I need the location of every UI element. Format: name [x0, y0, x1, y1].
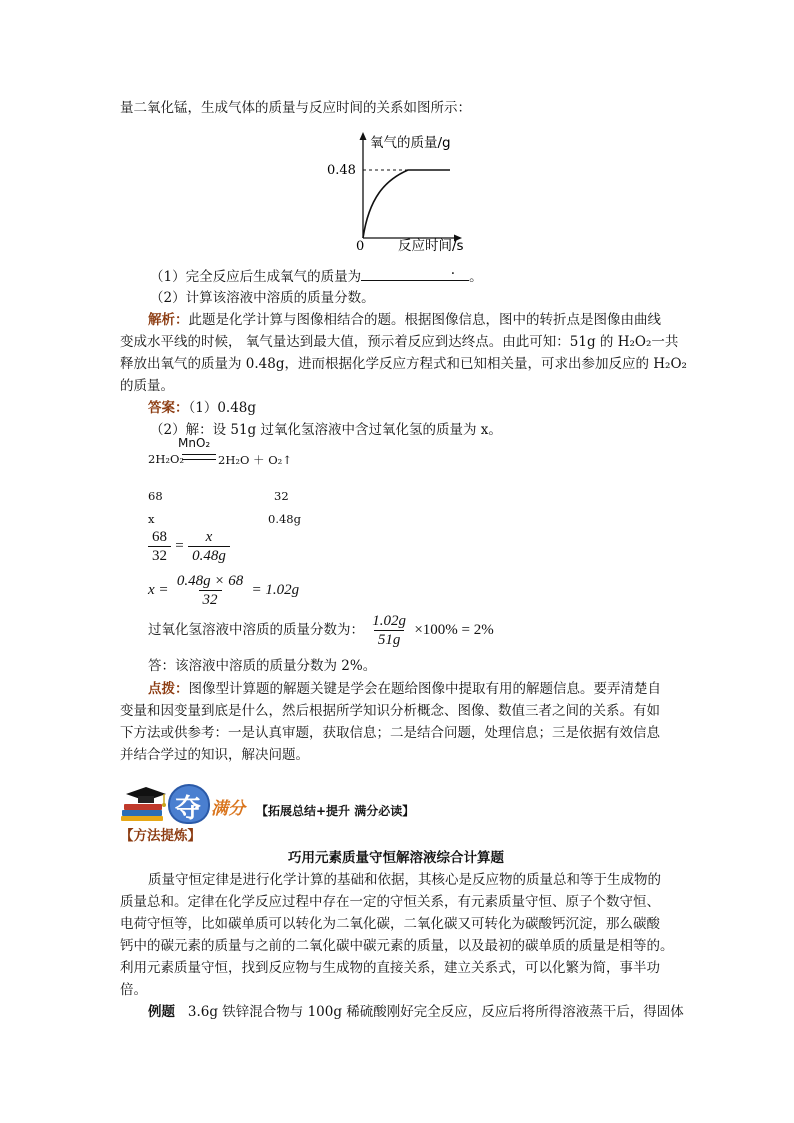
- method-label: 【方法提炼】: [120, 828, 201, 844]
- x-axis-label: 反应时间/s: [398, 238, 464, 254]
- tips-line-3: 下方法或供参考：一是认真审题，获取信息；二是结合问题，处理信息；三是依据有效信息: [120, 725, 660, 741]
- tips-line-2: 变量和因变量到底是什么，然后根据所学知识分析概念、图像、数值三者之间的关系。有如: [120, 703, 660, 719]
- unknown-x: x: [148, 512, 155, 526]
- answer-line: 答案：（1）0.48g: [148, 400, 257, 416]
- method-p2: 质量总和。定律在化学反应过程中存在一定的守恒关系，有元素质量守恒、原子个数守恒、: [120, 894, 660, 910]
- tips-line-1: 点拨：图像型计算题的解题关键是学会在题给图像中提取有用的解题信息。要弄清楚自: [148, 681, 661, 697]
- answer-blank: .: [361, 266, 469, 281]
- analysis-label: 解析: [148, 312, 175, 328]
- ratio-fraction-2: $\frac{x}{0.48g}$: [188, 528, 230, 565]
- method-p1: 质量守恒定律是进行化学计算的基础和依据，其核心是反应物的质量总和等于生成物的: [148, 872, 661, 888]
- example-label: 例题: [148, 1004, 175, 1020]
- mass-048: 0.48g: [268, 512, 301, 526]
- answer-label: 答案: [148, 400, 175, 416]
- analysis-line-3: 释放出氧气的质量为 0.48g，进而根据化学反应方程式和已知相关量，可求出参加反应的 H₂O₂: [120, 356, 687, 372]
- molar-mass-32: 32: [274, 489, 289, 503]
- analysis-line-2: 变成水平线的时候， 氧气量达到最大值，预示着反应到达终点。由此可知：51g 的 H₂O₂一共: [120, 334, 679, 350]
- ratio-equation: $\frac{68}{32}$ = $\frac{x}{0.48g}$: [148, 528, 230, 565]
- mass-fraction: $\frac{1.02g}{51g}$: [372, 613, 407, 648]
- tips-line-4: 并结合学过的知识，解决问题。: [120, 747, 309, 763]
- method-p6: 倍。: [120, 982, 147, 998]
- full-score-text: 满分: [211, 799, 245, 819]
- molar-mass-68: 68: [148, 489, 163, 503]
- x-fraction: $\frac{0.48g \times 68}{32}$: [176, 573, 244, 608]
- analysis-line-4: 的质量。: [120, 378, 174, 394]
- x-solution: x = $\frac{0.48g \times 68}{32}$ = 1.02g: [148, 573, 300, 608]
- solution-setup: （2）解：设 51g 过氧化氢溶液中含过氧化氢的质量为 x。: [150, 422, 502, 438]
- method-title: 巧用元素质量守恒解溶液综合计算题: [288, 850, 504, 866]
- y-axis-label: 氧气的质量/g: [370, 135, 451, 151]
- method-p3: 电荷守恒等，比如碳单质可以转化为二氧化碳，二氧化碳又可转化为碳酸钙沉淀，那么碳酸: [120, 916, 660, 932]
- example-line: 例题 3.6g 铁锌混合物与 100g 稀硫酸刚好完全反应，反应后将所得溶液蒸干后，得固体: [148, 1004, 684, 1020]
- analysis-line-1: 解析：此题是化学计算与图像相结合的题。根据图像信息，图中的转折点是图像由曲线: [148, 312, 661, 328]
- oxygen-mass-curve: [363, 170, 450, 238]
- mass-fraction-line: 过氧化氢溶液中溶质的质量分数为： $\frac{1.02g}{51g}$ ×100% = 2%: [148, 613, 494, 648]
- question-1: （1）完全反应后生成氧气的质量为 . 。: [150, 262, 483, 285]
- section-banner: [118, 782, 458, 826]
- method-p4: 钙中的碳元素的质量与之前的二氧化碳中碳元素的质量，以及最初的碳单质的质量是相等的。: [120, 938, 674, 954]
- ratio-fraction-1: $\frac{68}{32}$: [148, 528, 171, 565]
- tips-label: 点拨: [148, 681, 175, 697]
- question-2: （2）计算该溶液中溶质的质量分数。: [150, 290, 375, 306]
- banner-subtitle: 【拓展总结+提升 满分必读】: [256, 804, 415, 818]
- equation-right: 2H₂O ＋ O₂↑: [218, 453, 292, 467]
- y-tick-label: 0.48: [327, 163, 356, 178]
- method-p5: 利用元素质量守恒，找到反应物与生成物的直接关系，建立关系式，可以化繁为简，事半功: [120, 960, 660, 976]
- origin-label: 0: [356, 239, 365, 254]
- y-axis-arrow-icon: [360, 132, 367, 140]
- intro-text: 量二氧化锰，生成气体的质量与反应时间的关系如图所示：: [120, 100, 471, 116]
- equation-double-line: [182, 454, 216, 460]
- seize-badge: 夺: [168, 784, 210, 824]
- question-1-text: （1）完全反应后生成氧气的质量为: [150, 269, 362, 285]
- final-answer: 答：该溶液中溶质的质量分数为 2%。: [148, 658, 377, 674]
- reaction-chart: [320, 128, 480, 254]
- catalyst-label: MnO₂: [178, 436, 211, 450]
- equation-left: 2H₂O₂: [148, 452, 184, 466]
